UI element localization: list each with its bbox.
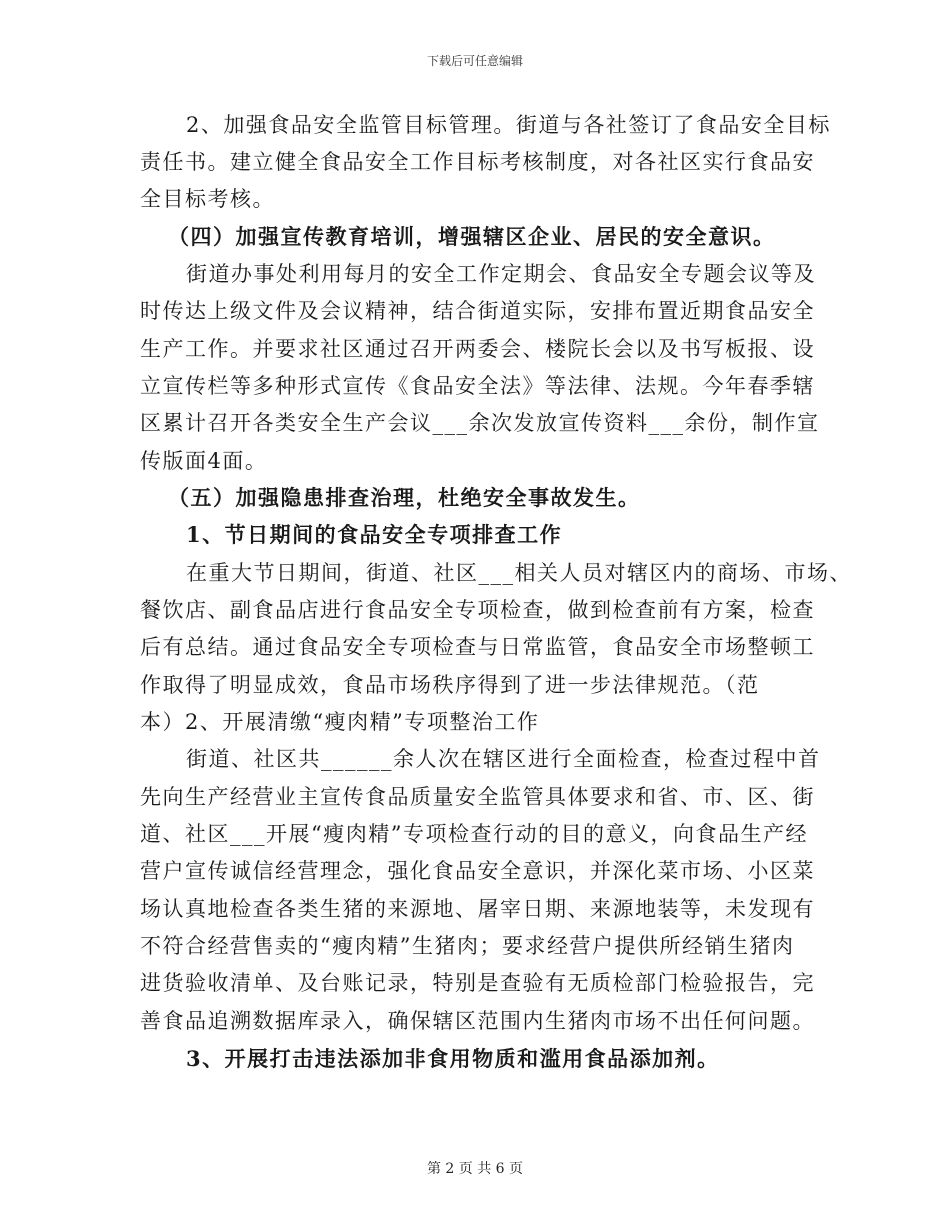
paragraph-line: 时传达上级文件及会议精神，结合街道实际，安排布置近期食品安全 <box>140 299 815 323</box>
subsection-heading: 3、开展打击违法添加非食用物质和滥用食品添加剂。 <box>186 1046 720 1071</box>
paragraph-line: 场认真地检查各类生猪的来源地、屠宰日期、来源地装等，未发现有 <box>140 897 815 921</box>
paragraph-line: 责任书。建立健全食品安全工作目标考核制度，对各社区实行食品安 <box>140 150 815 174</box>
paragraph-line: 街道、社区共______余人次在辖区进行全面检查，检查过程中首 <box>186 747 821 771</box>
subsection-heading: 1、节日期间的食品安全专项排查工作 <box>186 522 563 547</box>
section-heading: （四）加强宣传教育培训，增强辖区企业、居民的安全意识。 <box>168 224 776 249</box>
section-heading: （五）加强隐患排查治理，杜绝安全事故发生。 <box>168 485 641 510</box>
paragraph-line: 在重大节日期间，街道、社区___相关人员对辖区内的商场、市场、 <box>186 561 852 585</box>
paragraph-line: 作取得了明显成效，食品市场秩序得到了进一步法律规范。（范 <box>140 673 760 697</box>
paragraph-line: 进货验收清单、及台账记录，特别是查验有无质检部门检验报告，完 <box>140 971 815 995</box>
paragraph-line: 立宣传栏等多种形式宣传《食品安全法》等法律、法规。今年春季辖 <box>140 374 815 398</box>
paragraph-line: 善食品追溯数据库录入，确保辖区范围内生猪肉市场不出任何问题。 <box>140 1009 815 1033</box>
page-number: 第 2 页 共 6 页 <box>426 1161 524 1177</box>
paragraph-line: 营户宣传诚信经营理念，强化食品安全意识，并深化菜市场、小区菜 <box>140 859 815 883</box>
paragraph-line: 后有总结。通过食品安全专项检查与日常监管，食品安全市场整顿工 <box>140 635 815 659</box>
paragraph-line: 全目标考核。 <box>140 187 275 211</box>
paragraph-line: 餐饮店、副食品店进行食品安全专项检查，做到检查前有方案，检查 <box>140 598 815 622</box>
paragraph-line: 先向生产经营业主宣传食品质量安全监管具体要求和省、市、区、街 <box>140 785 815 809</box>
paragraph-line: 街道办事处利用每月的安全工作定期会、食品安全专题会议等及 <box>186 262 816 286</box>
paragraph-line: 道、社区___开展“瘦肉精”专项检查行动的目的意义，向食品生产经 <box>140 822 808 846</box>
paragraph-line: 传版面4面。 <box>140 449 268 473</box>
paragraph-line: 本）2、开展清缴“瘦肉精”专项整治工作 <box>140 710 540 734</box>
paragraph-line: 区累计召开各类安全生产会议___余次发放宣传资料___余份，制作宣 <box>140 411 820 435</box>
paragraph-line: 不符合经营售卖的“瘦肉精”生猪肉；要求经营户提供所经销生猪肉 <box>140 934 795 958</box>
paragraph-line: 2、加强食品安全监管目标管理。街道与各社签订了食品安全目标 <box>186 113 831 137</box>
page-header: 下载后可任意编辑 <box>426 54 523 68</box>
paragraph-line: 生产工作。并要求社区通过召开两委会、楼院长会以及书写板报、设 <box>140 337 815 361</box>
